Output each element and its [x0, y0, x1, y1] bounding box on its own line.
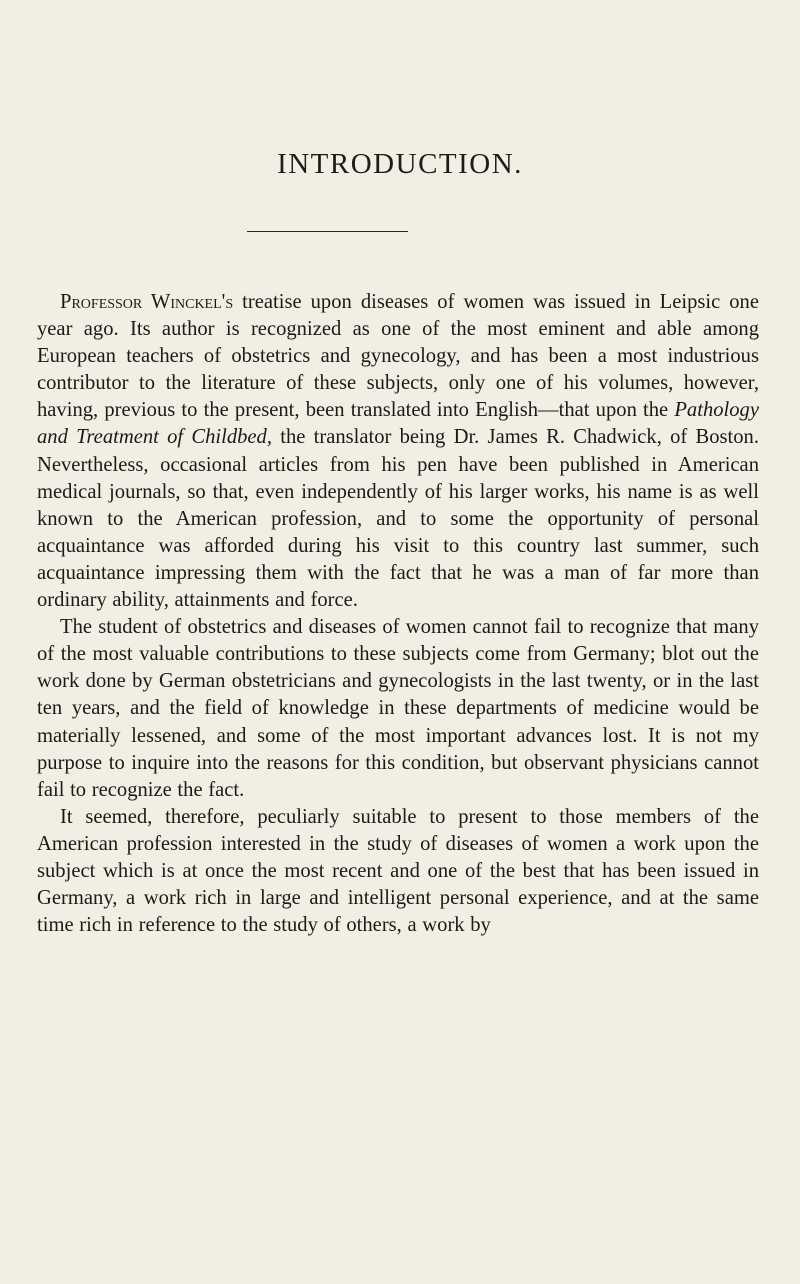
- title-divider: [247, 231, 408, 232]
- page-title: INTRODUCTION.: [277, 148, 523, 180]
- paragraph-3: It seemed, therefore, peculiarly suitable to present to those members of the American profession interested in the study of diseases of women a work upon the subject which is at once the most recent and one of the best that has been issued in Germany, a work rich in large and intelligent personal experience, and at the same time rich in reference to the study of others, a work by: [37, 805, 759, 937]
- author-reference: Professor Winckel's: [60, 291, 234, 313]
- paragraph-2: The student of obstetrics and diseases of women cannot fail to recognize that many of the most valuable contributions to these subjects come from Germany; blot out the work done by German obstetricians and gynecologists in the last twenty, or in the last ten years, and the field of knowledge in these departments of medicine would be materially lessened, and some of the most important advances lost. It is not my purpose to inquire into the reasons for this condition, but observant physicians cannot fail to recognize the fact.: [37, 616, 759, 801]
- paragraph-1-text-b: the translator being Dr. James R. Chadwick, of Boston. Nevertheless, occasional articles from his pen have been published in American medical journals, so that, even independently of his larger works, his name is as well known to the American profession, and to some the opportunity of personal acquaintance was afforded during his visit to this country last summer, such acquaintance impressing them with the fact that he was a man of far more than ordinary ability, attainments and force.: [37, 426, 759, 612]
- paragraph-1-text-a: treatise upon diseases of women was issued in Leipsic one year ago. Its author is recognized as one of the most eminent and able among European teachers of obstetrics and gynecology, and has been a most industrious contributor to the literature of these subjects, only one of his volumes, however, having, previous to the present, been translated into English—that upon the: [37, 291, 759, 422]
- book-title-reference: Pathology and Treatment of Childbed,: [37, 399, 759, 449]
- paragraph-1: [37, 289, 759, 614]
- body-text: [37, 289, 759, 939]
